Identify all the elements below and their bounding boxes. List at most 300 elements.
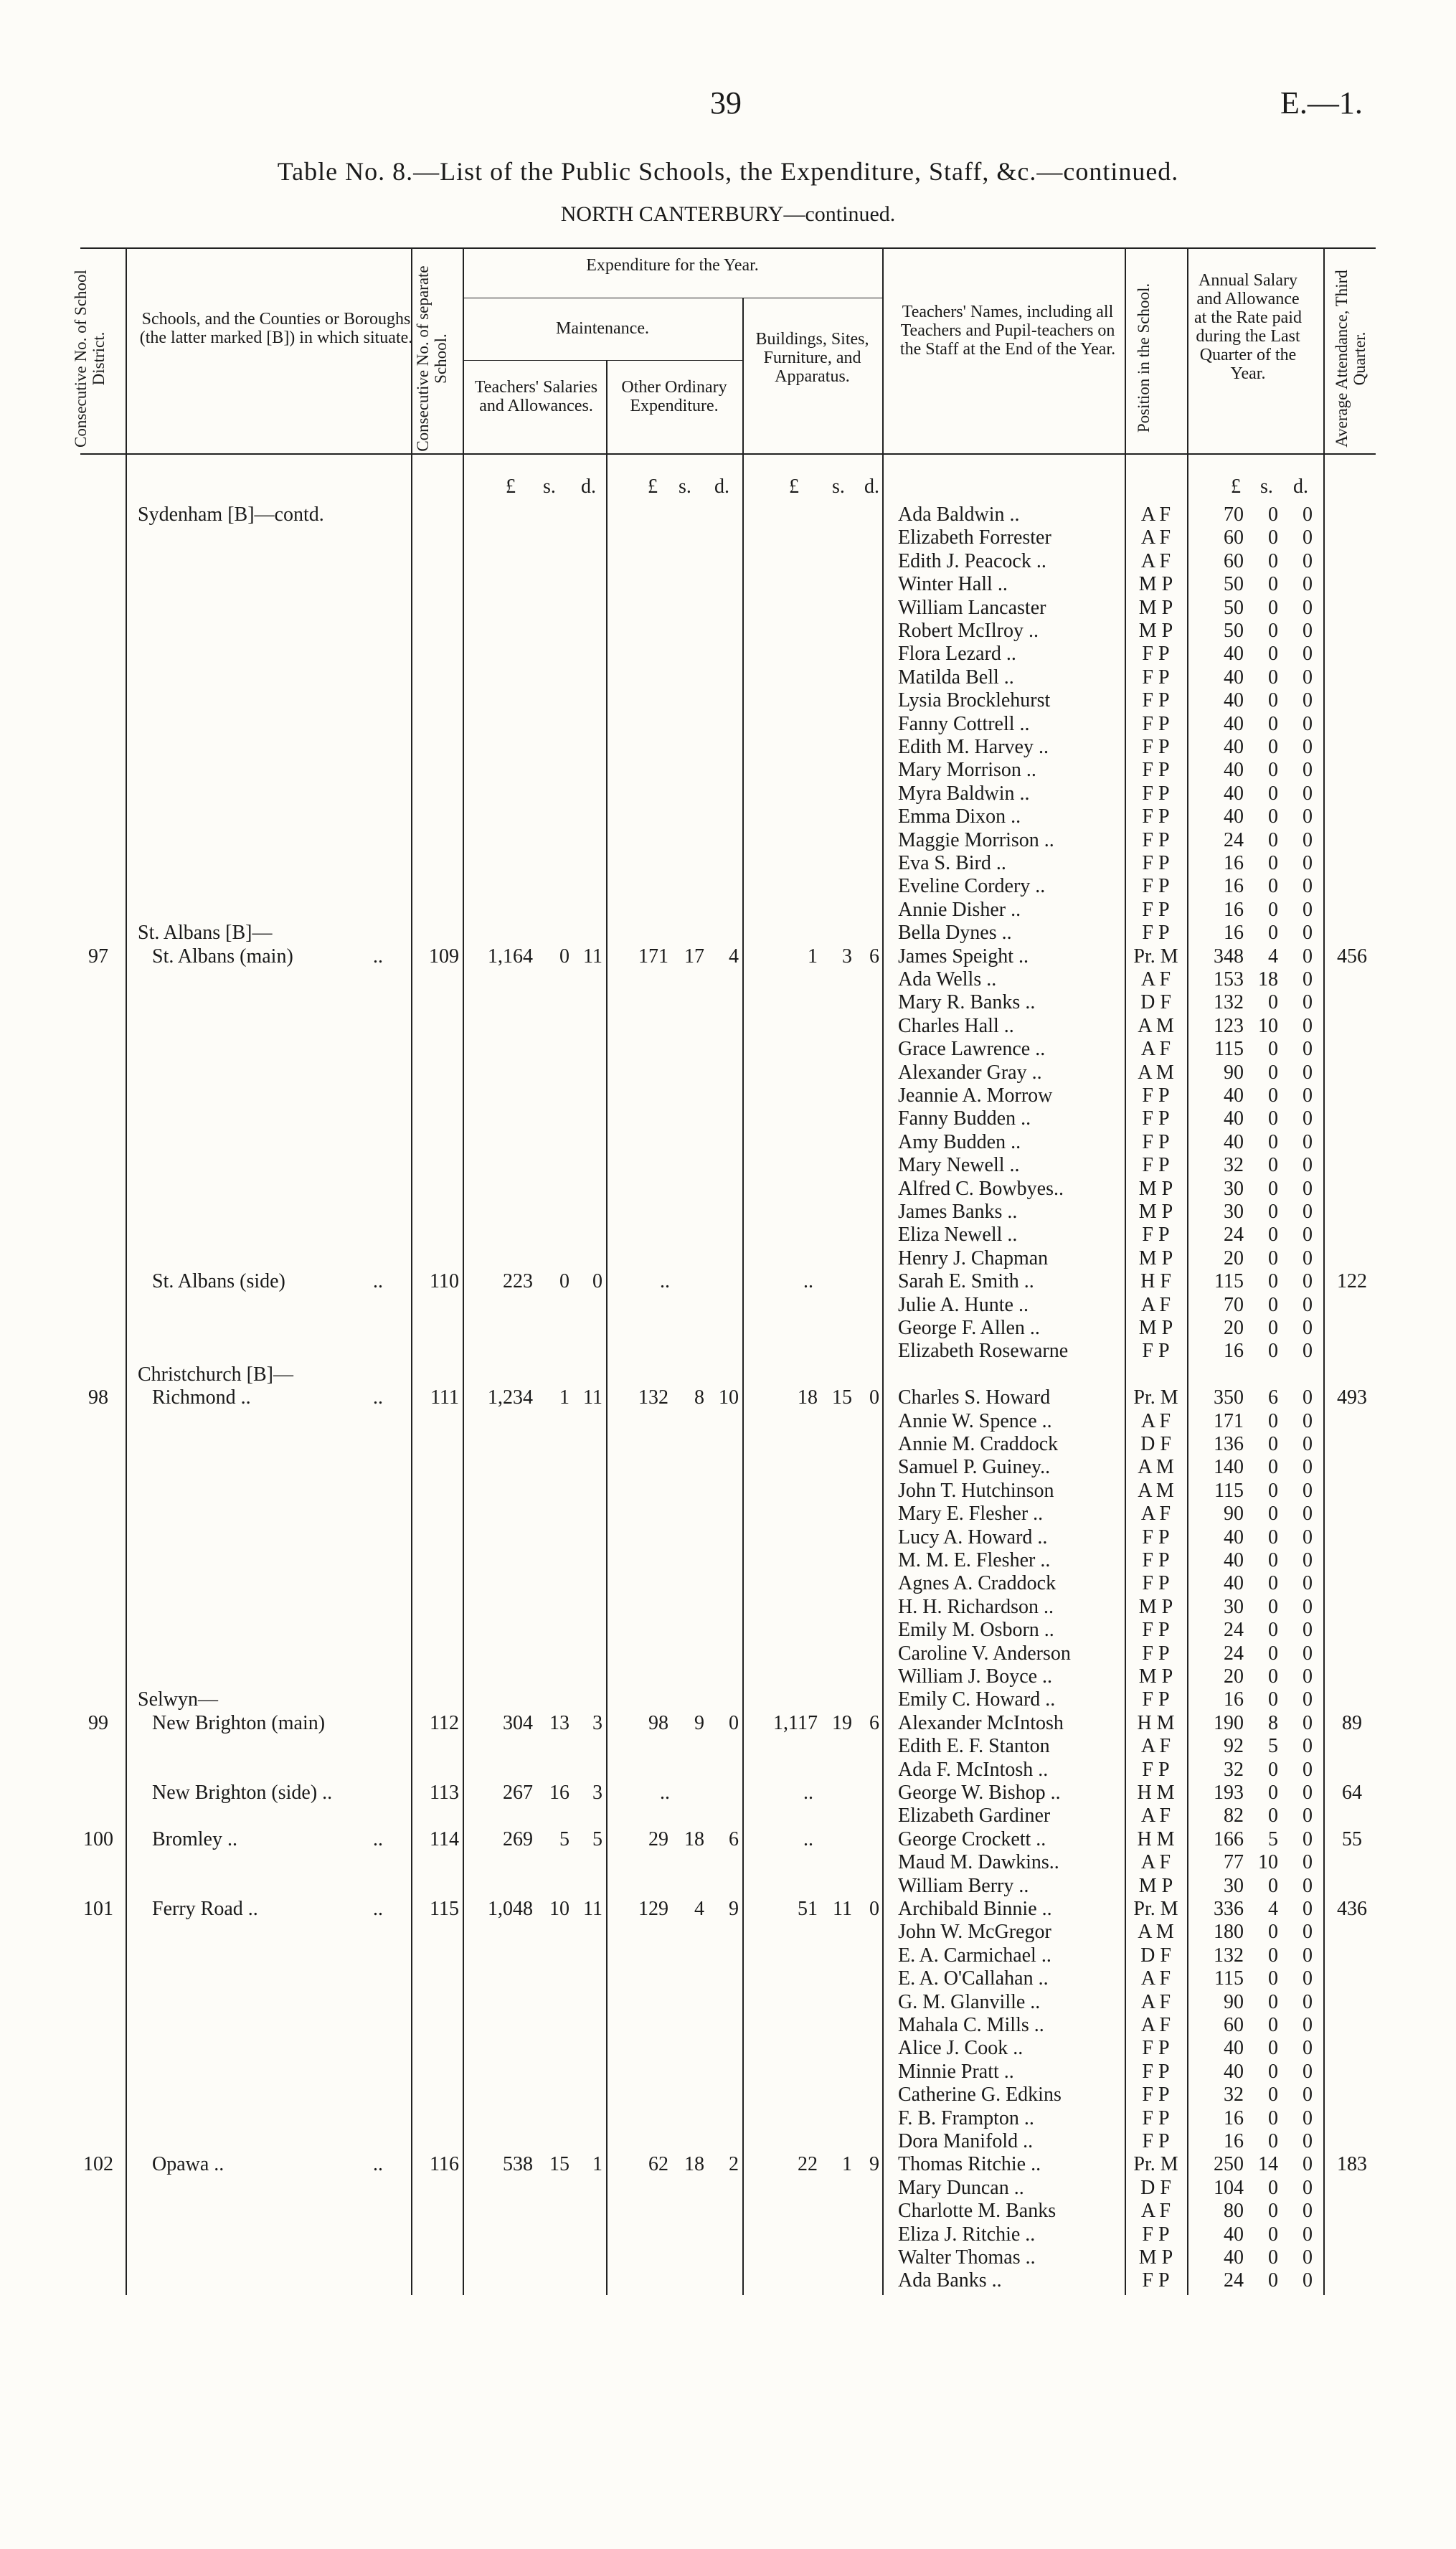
salaries-pounds: 267 <box>503 1782 533 1804</box>
teacher-position: F P <box>1142 1619 1170 1641</box>
salary-shillings: 0 <box>1268 1224 1278 1246</box>
school-name: St. Albans (side) <box>152 1270 285 1292</box>
salary-pounds: 20 <box>1224 1247 1244 1269</box>
salary-pence: 0 <box>1303 643 1313 665</box>
teacher-position: A F <box>1140 1294 1171 1316</box>
salary-pence: 0 <box>1303 597 1313 619</box>
teacher-position: M P <box>1138 1247 1173 1269</box>
leader-dots: .. <box>803 1828 813 1850</box>
salary-pence: 0 <box>1303 1735 1313 1757</box>
salary-pence: 0 <box>1303 1828 1313 1850</box>
salaries-pence: 11 <box>583 1898 602 1920</box>
teacher-name: John T. Hutchinson <box>898 1480 1054 1502</box>
teacher-name: William J. Boyce .. <box>898 1665 1053 1688</box>
salary-pence: 0 <box>1303 1782 1313 1804</box>
teacher-name: G. M. Glanville .. <box>898 1991 1041 2013</box>
teacher-position: A M <box>1138 1480 1174 1502</box>
salary-pence: 0 <box>1303 1131 1313 1153</box>
salary-pounds: 40 <box>1224 2061 1244 2083</box>
salaries-pounds: 304 <box>503 1712 533 1734</box>
teacher-position: M P <box>1138 1665 1173 1688</box>
salary-shillings: 0 <box>1268 1688 1278 1711</box>
salary-pence: 0 <box>1303 2223 1313 2246</box>
teacher-name: Lucy A. Howard .. <box>898 1526 1048 1548</box>
salary-shillings: 0 <box>1268 1456 1278 1478</box>
buildings-pounds: 1,117 <box>773 1712 818 1734</box>
salary-shillings: 0 <box>1268 1178 1278 1200</box>
salary-pounds: 16 <box>1224 1340 1244 1362</box>
salary-pence: 0 <box>1303 759 1313 781</box>
teacher-name: Caroline V. Anderson <box>898 1642 1071 1665</box>
teacher-name: Grace Lawrence .. <box>898 1038 1046 1060</box>
other-shillings: 8 <box>694 1386 704 1409</box>
header-salaries: Teachers' Salaries and Allowances. <box>474 378 598 415</box>
leader-dots: .. <box>373 1386 383 1409</box>
salary-shillings: 0 <box>1268 1572 1278 1594</box>
salary-shillings: 0 <box>1268 1549 1278 1571</box>
salary-pence: 0 <box>1303 2037 1313 2059</box>
teacher-position: F P <box>1142 829 1170 851</box>
salary-pounds: 104 <box>1214 2177 1244 2199</box>
column-rule <box>411 247 412 2295</box>
buildings-pounds: 22 <box>798 2153 818 2175</box>
teacher-position: M P <box>1138 597 1173 619</box>
salary-pence: 0 <box>1303 1410 1313 1432</box>
buildings-shillings: 1 <box>842 2153 852 2175</box>
salary-pounds: 90 <box>1224 1061 1244 1084</box>
salary-pence: 0 <box>1303 1503 1313 1525</box>
salary-pounds: 24 <box>1224 2269 1244 2292</box>
teacher-name: Ada F. McIntosh .. <box>898 1759 1049 1781</box>
salary-pounds: 40 <box>1224 1526 1244 1548</box>
teacher-position: M P <box>1138 620 1173 642</box>
salary-pence: 0 <box>1303 852 1313 874</box>
teacher-name: Alexander McIntosh <box>898 1712 1064 1734</box>
salary-pence: 0 <box>1303 1317 1313 1339</box>
teacher-position: F P <box>1142 2223 1170 2246</box>
teacher-position: F P <box>1142 852 1170 874</box>
salary-shillings: 4 <box>1268 945 1278 968</box>
salary-pounds: 40 <box>1224 713 1244 735</box>
salary-pounds: 70 <box>1224 1294 1244 1316</box>
teacher-name: Sarah E. Smith .. <box>898 1270 1034 1292</box>
school-name: New Brighton (side) .. <box>152 1782 333 1804</box>
school-name: Bromley .. <box>152 1828 237 1850</box>
salary-pounds: 40 <box>1224 759 1244 781</box>
leader-dots: .. <box>803 1270 813 1292</box>
teacher-position: F P <box>1142 782 1170 805</box>
salary-pence: 0 <box>1303 1991 1313 2013</box>
teacher-name: James Speight .. <box>898 945 1029 968</box>
salaries-shillings: 10 <box>549 1898 569 1920</box>
salary-pence: 0 <box>1303 1921 1313 1943</box>
salary-pounds: 350 <box>1214 1386 1244 1409</box>
salaries-shillings: 1 <box>559 1386 569 1409</box>
buildings-shillings: 3 <box>842 945 852 968</box>
salary-shillings: 0 <box>1268 1921 1278 1943</box>
leader-dots: .. <box>373 945 383 968</box>
salary-shillings: 5 <box>1268 1735 1278 1757</box>
salaries-pence: 11 <box>583 1386 602 1409</box>
other-shillings: 4 <box>694 1898 704 1920</box>
salary-pounds: 40 <box>1224 1131 1244 1153</box>
district-number: 99 <box>88 1712 108 1734</box>
teacher-name: Ada Baldwin .. <box>898 503 1020 526</box>
buildings-pence: 6 <box>869 1712 879 1734</box>
district-number: 98 <box>88 1386 108 1409</box>
teacher-name: Archibald Binnie .. <box>898 1898 1052 1920</box>
salary-pounds: 40 <box>1224 2246 1244 2269</box>
teacher-name: Emily M. Osborn .. <box>898 1619 1054 1641</box>
salary-pence: 0 <box>1303 1107 1313 1130</box>
salary-shillings: 0 <box>1268 1782 1278 1804</box>
salary-pounds: 30 <box>1224 1596 1244 1618</box>
teacher-position: Pr. M <box>1133 945 1178 968</box>
salary-pounds: 60 <box>1224 550 1244 572</box>
teacher-name: Eva S. Bird .. <box>898 852 1006 874</box>
school-number: 113 <box>430 1782 459 1804</box>
salary-shillings: 6 <box>1268 1386 1278 1409</box>
teacher-name: Samuel P. Guiney.. <box>898 1456 1051 1478</box>
salary-pounds: 115 <box>1214 1270 1244 1292</box>
salary-shillings: 0 <box>1268 2177 1278 2199</box>
salaries-pounds: 1,164 <box>488 945 533 968</box>
teacher-name: Mahala C. Mills .. <box>898 2014 1044 2036</box>
salary-pounds: 123 <box>1214 1015 1244 1037</box>
teacher-name: Maggie Morrison .. <box>898 829 1054 851</box>
teacher-position: F P <box>1142 922 1170 944</box>
salary-shillings: 0 <box>1268 922 1278 944</box>
teacher-name: Dora Manifold .. <box>898 2130 1034 2152</box>
teacher-position: F P <box>1142 2130 1170 2152</box>
salary-shillings: 0 <box>1268 1038 1278 1060</box>
teacher-name: Elizabeth Gardiner <box>898 1805 1051 1827</box>
teacher-name: Elizabeth Rosewarne <box>898 1340 1069 1362</box>
salary-shillings: 8 <box>1268 1712 1278 1734</box>
salary-shillings: 0 <box>1268 2223 1278 2246</box>
salary-pounds: 50 <box>1224 597 1244 619</box>
average-attendance: 55 <box>1342 1828 1362 1850</box>
leader-dots: .. <box>373 1270 383 1292</box>
teacher-position: A F <box>1140 1038 1171 1060</box>
salary-shillings: 0 <box>1268 1317 1278 1339</box>
teacher-name: H. H. Richardson .. <box>898 1596 1054 1618</box>
salary-shillings: 0 <box>1268 1107 1278 1130</box>
other-pence: 6 <box>729 1828 739 1850</box>
teacher-name: Eliza J. Ritchie .. <box>898 2223 1036 2246</box>
salary-pounds: 115 <box>1214 1038 1244 1060</box>
average-attendance: 436 <box>1337 1898 1367 1920</box>
salary-shillings: 0 <box>1268 526 1278 549</box>
salary-shillings: 0 <box>1268 620 1278 642</box>
salary-pence: 0 <box>1303 1456 1313 1478</box>
salaries-shillings: 0 <box>559 945 569 968</box>
school-name: St. Albans (main) <box>152 945 293 968</box>
salary-shillings: 0 <box>1268 1991 1278 2013</box>
teacher-position: M P <box>1138 2246 1173 2269</box>
buildings-pounds: 1 <box>808 945 818 968</box>
salary-shillings: 0 <box>1268 2014 1278 2036</box>
teacher-position: M P <box>1138 1201 1173 1223</box>
teacher-position: F P <box>1142 875 1170 897</box>
teacher-position: F P <box>1142 643 1170 665</box>
teacher-position: F P <box>1142 1224 1170 1246</box>
salary-pounds: 24 <box>1224 1224 1244 1246</box>
buildings-shillings: 11 <box>833 1898 852 1920</box>
teacher-position: F P <box>1142 2107 1170 2129</box>
teacher-position: F P <box>1142 759 1170 781</box>
salary-pounds: 70 <box>1224 503 1244 526</box>
teacher-position: A F <box>1140 1735 1171 1757</box>
district-number: 101 <box>83 1898 113 1920</box>
teacher-position: D F <box>1140 1944 1171 1967</box>
teacher-name: F. B. Frampton .. <box>898 2107 1034 2129</box>
teacher-name: Thomas Ritchie .. <box>898 2153 1041 2175</box>
teacher-position: F P <box>1142 689 1170 711</box>
column-rule <box>1323 247 1325 2295</box>
teacher-position: F P <box>1142 1526 1170 1548</box>
teacher-position: F P <box>1142 1642 1170 1665</box>
salary-pounds: 190 <box>1214 1712 1244 1734</box>
other-pounds: 98 <box>648 1712 668 1734</box>
salary-shillings: 14 <box>1258 2153 1278 2175</box>
teacher-position: M P <box>1138 1596 1173 1618</box>
salary-pence: 0 <box>1303 503 1313 526</box>
salary-shillings: 0 <box>1268 1875 1278 1897</box>
unit-pound: £ <box>1231 476 1241 498</box>
salaries-pounds: 223 <box>503 1270 533 1292</box>
salary-pence: 0 <box>1303 782 1313 805</box>
average-attendance: 64 <box>1342 1782 1362 1804</box>
salary-pounds: 32 <box>1224 1759 1244 1781</box>
salary-pounds: 193 <box>1214 1782 1244 1804</box>
teacher-position: H M <box>1137 1782 1175 1804</box>
teacher-name: Mary R. Banks .. <box>898 991 1036 1013</box>
salary-pounds: 115 <box>1214 1480 1244 1502</box>
header-salary: Annual Salary and Allowance at the Rate paid during the Last Quarter of the Year. <box>1194 271 1302 383</box>
header-expenditure: Expenditure for the Year. <box>586 256 759 275</box>
salary-shillings: 0 <box>1268 2269 1278 2292</box>
teacher-position: F P <box>1142 1084 1170 1107</box>
teacher-position: F P <box>1142 2061 1170 2083</box>
salary-shillings: 0 <box>1268 1642 1278 1665</box>
teacher-name: E. A. O'Callahan .. <box>898 1967 1049 1990</box>
salary-pence: 0 <box>1303 1061 1313 1084</box>
other-pence: 2 <box>729 2153 739 2175</box>
salary-pence: 0 <box>1303 736 1313 758</box>
salary-pence: 0 <box>1303 1224 1313 1246</box>
salary-shillings: 0 <box>1268 2037 1278 2059</box>
salary-pence: 0 <box>1303 899 1313 921</box>
salary-shillings: 0 <box>1268 1061 1278 1084</box>
salary-pounds: 32 <box>1224 2084 1244 2106</box>
document-reference: E.—1. <box>1280 85 1363 120</box>
salaries-pence: 1 <box>592 2153 602 2175</box>
teacher-position: F P <box>1142 1688 1170 1711</box>
buildings-pounds: 18 <box>798 1386 818 1409</box>
teacher-name: Mary Newell .. <box>898 1154 1020 1176</box>
salary-pounds: 24 <box>1224 1619 1244 1641</box>
salary-shillings: 0 <box>1268 1433 1278 1455</box>
teacher-name: Fanny Budden .. <box>898 1107 1031 1130</box>
other-shillings: 18 <box>684 2153 704 2175</box>
column-rule <box>606 360 608 2295</box>
teacher-name: Mary Duncan .. <box>898 2177 1024 2199</box>
salary-pounds: 16 <box>1224 922 1244 944</box>
salary-pounds: 250 <box>1214 2153 1244 2175</box>
salary-shillings: 0 <box>1268 1665 1278 1688</box>
borough-heading: St. Albans [B]— <box>138 922 273 944</box>
salary-shillings: 0 <box>1268 1154 1278 1176</box>
teacher-position: F P <box>1142 899 1170 921</box>
buildings-pence: 0 <box>869 1386 879 1409</box>
salaries-pounds: 538 <box>503 2153 533 2175</box>
salary-shillings: 0 <box>1268 829 1278 851</box>
school-number: 110 <box>430 1270 459 1292</box>
teacher-name: Robert McIlroy .. <box>898 620 1039 642</box>
teacher-position: A F <box>1140 503 1171 526</box>
teacher-position: M P <box>1138 1875 1173 1897</box>
salary-shillings: 4 <box>1268 1898 1278 1920</box>
buildings-pence: 0 <box>869 1898 879 1920</box>
salary-pence: 0 <box>1303 1294 1313 1316</box>
salary-pence: 0 <box>1303 2177 1313 2199</box>
leader-dots: .. <box>373 2153 383 2175</box>
district-number: 102 <box>83 2153 113 2175</box>
teacher-name: Elizabeth Forrester <box>898 526 1051 549</box>
salary-pounds: 132 <box>1214 991 1244 1013</box>
salary-pounds: 80 <box>1224 2200 1244 2222</box>
school-name: Ferry Road .. <box>152 1898 258 1920</box>
salary-pounds: 40 <box>1224 736 1244 758</box>
teacher-name: Edith J. Peacock .. <box>898 550 1046 572</box>
teacher-name: M. M. E. Flesher .. <box>898 1549 1051 1571</box>
salary-pence: 0 <box>1303 1433 1313 1455</box>
other-pounds: 129 <box>638 1898 668 1920</box>
salary-pounds: 16 <box>1224 2130 1244 2152</box>
salaries-pounds: 1,234 <box>488 1386 533 1409</box>
salary-pounds: 30 <box>1224 1201 1244 1223</box>
district-number: 100 <box>83 1828 113 1850</box>
teacher-name: Charles Hall .. <box>898 1015 1014 1037</box>
salary-pounds: 32 <box>1224 1154 1244 1176</box>
salary-pence: 0 <box>1303 991 1313 1013</box>
salary-shillings: 0 <box>1268 1294 1278 1316</box>
salary-pence: 0 <box>1303 1015 1313 1037</box>
salary-pence: 0 <box>1303 2061 1313 2083</box>
salary-pounds: 40 <box>1224 2223 1244 2246</box>
salary-pence: 0 <box>1303 1038 1313 1060</box>
salary-shillings: 0 <box>1268 2061 1278 2083</box>
teacher-position: A F <box>1140 1503 1171 1525</box>
school-name: Opawa .. <box>152 2153 224 2175</box>
teacher-name: Catherine G. Edkins <box>898 2084 1062 2106</box>
salary-shillings: 0 <box>1268 2200 1278 2222</box>
school-number: 115 <box>430 1898 459 1920</box>
salary-pence: 0 <box>1303 1480 1313 1502</box>
teacher-position: H M <box>1137 1828 1175 1850</box>
column-rule <box>126 247 127 2295</box>
teacher-position: A F <box>1140 1805 1171 1827</box>
salary-pence: 0 <box>1303 1712 1313 1734</box>
salary-pence: 0 <box>1303 526 1313 549</box>
buildings-shillings: 15 <box>832 1386 852 1409</box>
salary-pence: 0 <box>1303 1967 1313 1990</box>
salary-shillings: 0 <box>1268 2246 1278 2269</box>
table-top-rule <box>80 247 1376 249</box>
teacher-position: M P <box>1138 1178 1173 1200</box>
salary-pence: 0 <box>1303 1596 1313 1618</box>
unit-pound: £ <box>506 476 516 498</box>
salary-pence: 0 <box>1303 2269 1313 2292</box>
teacher-name: Mary Morrison .. <box>898 759 1036 781</box>
salary-pounds: 92 <box>1224 1735 1244 1757</box>
teacher-name: Edith E. F. Stanton <box>898 1735 1050 1757</box>
teacher-position: D F <box>1140 1433 1171 1455</box>
salary-pence: 0 <box>1303 713 1313 735</box>
buildings-pence: 6 <box>869 945 879 968</box>
teacher-name: Mary E. Flesher .. <box>898 1503 1044 1525</box>
salary-pounds: 16 <box>1224 2107 1244 2129</box>
salary-pounds: 132 <box>1214 1944 1244 1967</box>
salary-pounds: 82 <box>1224 1805 1244 1827</box>
salary-shillings: 0 <box>1268 503 1278 526</box>
column-rule <box>882 247 884 2295</box>
unit-shilling: s. <box>1260 476 1273 498</box>
header-teachers: Teachers' Names, including all Teachers and Pupil-teachers on the Staff at the End of the Year. <box>899 303 1116 359</box>
district-number: 97 <box>88 945 108 968</box>
teacher-name: John W. McGregor <box>898 1921 1051 1943</box>
header-district-no: Consecutive No. of School District. <box>72 270 108 448</box>
salary-shillings: 0 <box>1268 573 1278 595</box>
buildings-pounds: 51 <box>798 1898 818 1920</box>
other-shillings: 9 <box>694 1712 704 1734</box>
teacher-name: George Crockett .. <box>898 1828 1046 1850</box>
teacher-position: M P <box>1138 573 1173 595</box>
teacher-position: A F <box>1140 2014 1171 2036</box>
salary-shillings: 0 <box>1268 2130 1278 2152</box>
unit-shilling: s. <box>679 476 691 498</box>
salary-pounds: 40 <box>1224 1572 1244 1594</box>
buildings-pence: 9 <box>869 2153 879 2175</box>
salary-pounds: 50 <box>1224 573 1244 595</box>
salary-shillings: 18 <box>1258 968 1278 990</box>
salary-pence: 0 <box>1303 689 1313 711</box>
salary-pounds: 166 <box>1214 1828 1244 1850</box>
salary-pounds: 16 <box>1224 899 1244 921</box>
salary-pounds: 24 <box>1224 829 1244 851</box>
teacher-name: Henry J. Chapman <box>898 1247 1049 1269</box>
salary-shillings: 0 <box>1268 1619 1278 1641</box>
salary-pence: 0 <box>1303 1386 1313 1409</box>
salary-pence: 0 <box>1303 1154 1313 1176</box>
other-pence: 4 <box>729 945 739 968</box>
salary-pounds: 24 <box>1224 1642 1244 1665</box>
salary-pence: 0 <box>1303 550 1313 572</box>
teacher-position: F P <box>1142 1572 1170 1594</box>
teacher-position: F P <box>1142 1759 1170 1781</box>
teacher-position: Pr. M <box>1133 1386 1178 1409</box>
salaries-pence: 11 <box>583 945 602 968</box>
header-maintenance: Maintenance. <box>556 319 649 338</box>
salary-shillings: 0 <box>1268 991 1278 1013</box>
salaries-pence: 5 <box>592 1828 602 1850</box>
teacher-position: A F <box>1140 968 1171 990</box>
salary-pounds: 40 <box>1224 643 1244 665</box>
salaries-shillings: 5 <box>559 1828 569 1850</box>
teacher-position: F P <box>1142 2037 1170 2059</box>
salary-pence: 0 <box>1303 1642 1313 1665</box>
